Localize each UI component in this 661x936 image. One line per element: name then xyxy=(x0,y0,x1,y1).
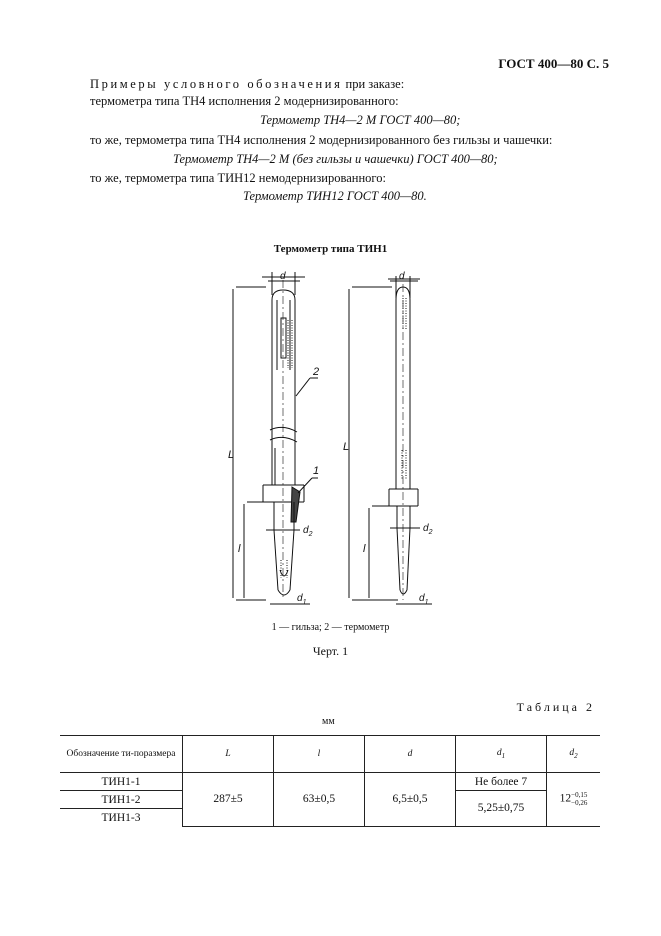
figure-caption: Черт. 1 xyxy=(312,644,349,658)
page-header: ГОСТ 400—80 С. 5 xyxy=(498,56,609,71)
table-caption: Таблица 2 xyxy=(516,700,595,714)
examples-intro xyxy=(90,77,404,92)
row-designation: ТИН1-1 xyxy=(60,773,183,791)
row-designation: ТИН1-2 xyxy=(60,791,183,809)
left-thermometer xyxy=(233,272,318,604)
header-d2: $d_2$ xyxy=(547,736,601,773)
header-l: l xyxy=(274,736,365,773)
callout-2: 2 xyxy=(313,366,320,378)
row-designation: ТИН1-3 xyxy=(60,809,183,827)
examples-intro-spaced: Примеры условного обозначения xyxy=(90,77,343,91)
example-line-1: термометра типа ТН4 исполнения 2 модернизированного: xyxy=(90,94,399,108)
table-header-row xyxy=(60,736,600,773)
header-d1: $d_1$ xyxy=(456,736,547,773)
label-d-left: d xyxy=(280,271,286,282)
dimensions-table xyxy=(60,735,600,827)
label-L-right: L xyxy=(343,441,350,453)
callout-1: 1 xyxy=(313,465,320,477)
label-l-left: l xyxy=(238,543,241,555)
cell-d1-first: Не более 7 xyxy=(456,773,547,791)
figure-legend: 1 — гильза; 2 — термометр xyxy=(271,622,390,633)
label-d1-right: $d_1$ xyxy=(419,593,429,606)
label-d2-left: $d_2$ xyxy=(303,525,313,538)
example-line-3: то же, термометра типа ТИН12 немодернизированного: xyxy=(90,171,386,185)
label-d-right: d xyxy=(399,271,405,282)
header-d: d xyxy=(365,736,456,773)
figure-title: Термометр типа ТИН1 xyxy=(273,243,388,255)
cell-d2: 12−0,15 −0,26 xyxy=(547,773,601,827)
example-line-2: то же, термометра типа ТН4 исполнения 2 модернизированного без гильзы и чашечки: xyxy=(90,133,553,147)
cell-d1-rest: 5,25±0,75 xyxy=(456,791,547,827)
cell-L: 287±5 xyxy=(183,773,274,827)
label-l-right: l xyxy=(363,543,366,555)
table-row xyxy=(60,773,600,791)
example-code-3: Термометр ТИН12 ГОСТ 400—80. xyxy=(243,189,427,203)
thermometer-drawing xyxy=(200,260,460,620)
label-d1-left: $d_1$ xyxy=(297,593,307,606)
header-L: L xyxy=(183,736,274,773)
cell-d: 6,5±0,5 xyxy=(365,773,456,827)
label-L-left: L xyxy=(228,449,235,461)
example-code-2: Термометр ТН4—2 М (без гильзы и чашечки) ГОСТ 400—80; xyxy=(173,152,498,166)
label-d2-right: $d_2$ xyxy=(423,523,433,536)
examples-intro-rest: при заказе: xyxy=(342,77,405,91)
right-thermometer xyxy=(349,276,432,604)
table-unit: мм xyxy=(322,716,335,727)
header-designation: Обозначение ти-поразмера xyxy=(60,736,183,773)
cell-l: 63±0,5 xyxy=(274,773,365,827)
example-code-1: Термометр ТН4—2 М ГОСТ 400—80; xyxy=(260,113,461,127)
